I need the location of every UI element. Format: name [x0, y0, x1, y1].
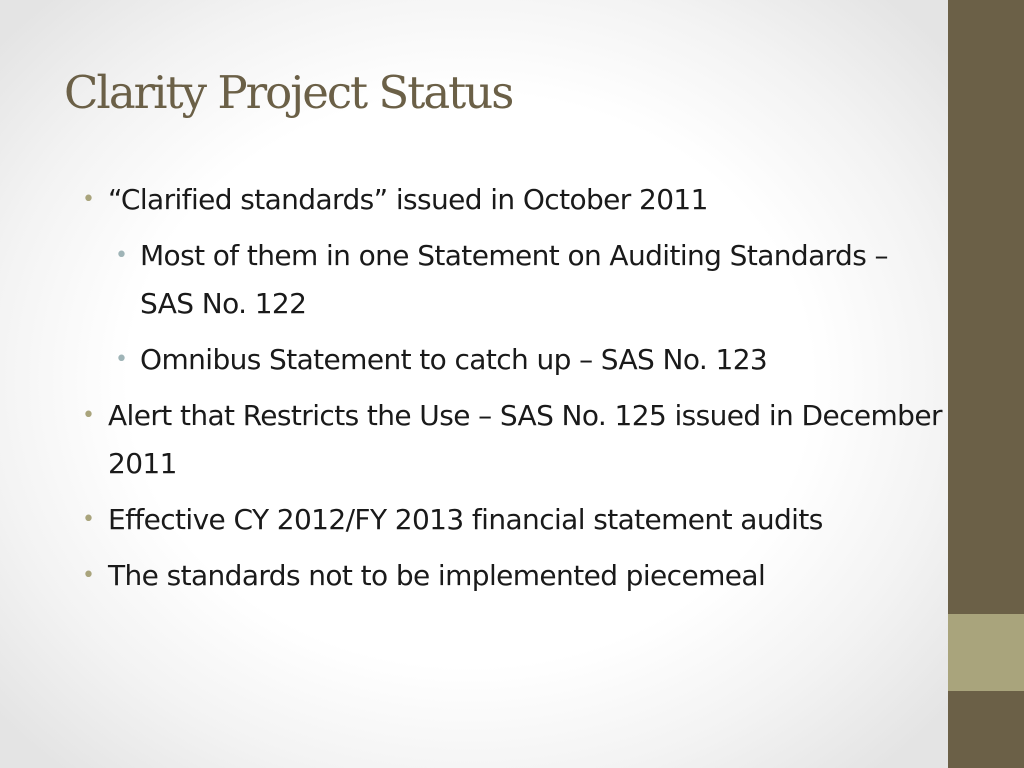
sub-bullet-item: [115, 336, 942, 384]
bullet-dot-icon: •: [82, 187, 95, 212]
bullet-dot-icon: •: [115, 243, 128, 268]
bullet-item: [82, 496, 942, 544]
bullet-text: The standards not to be implemented piecemeal: [108, 559, 766, 592]
bullet-item: [82, 552, 942, 600]
bullet-item: [82, 392, 942, 488]
bullet-dot-icon: •: [82, 563, 95, 588]
bullet-item: [82, 176, 942, 224]
bullet-text: Omnibus Statement to catch up – SAS No. 123: [140, 343, 768, 376]
decorative-side-bar-accent: [948, 614, 1024, 691]
slide-title: Clarity Project Status: [64, 66, 513, 119]
bullet-text: “Clarified standards” issued in October 2011: [108, 183, 708, 216]
bullet-dot-icon: •: [115, 347, 128, 372]
sub-bullet-item: [115, 232, 942, 328]
bullet-dot-icon: •: [82, 507, 95, 532]
bullet-dot-icon: •: [82, 403, 95, 428]
bullet-text: Effective CY 2012/FY 2013 financial statement audits: [108, 503, 823, 536]
bullet-text: Alert that Restricts the Use – SAS No. 125 issued in December 2011: [108, 399, 942, 480]
bullet-text: Most of them in one Statement on Auditing Standards – SAS No. 122: [140, 239, 888, 320]
bullet-list: [82, 176, 942, 608]
